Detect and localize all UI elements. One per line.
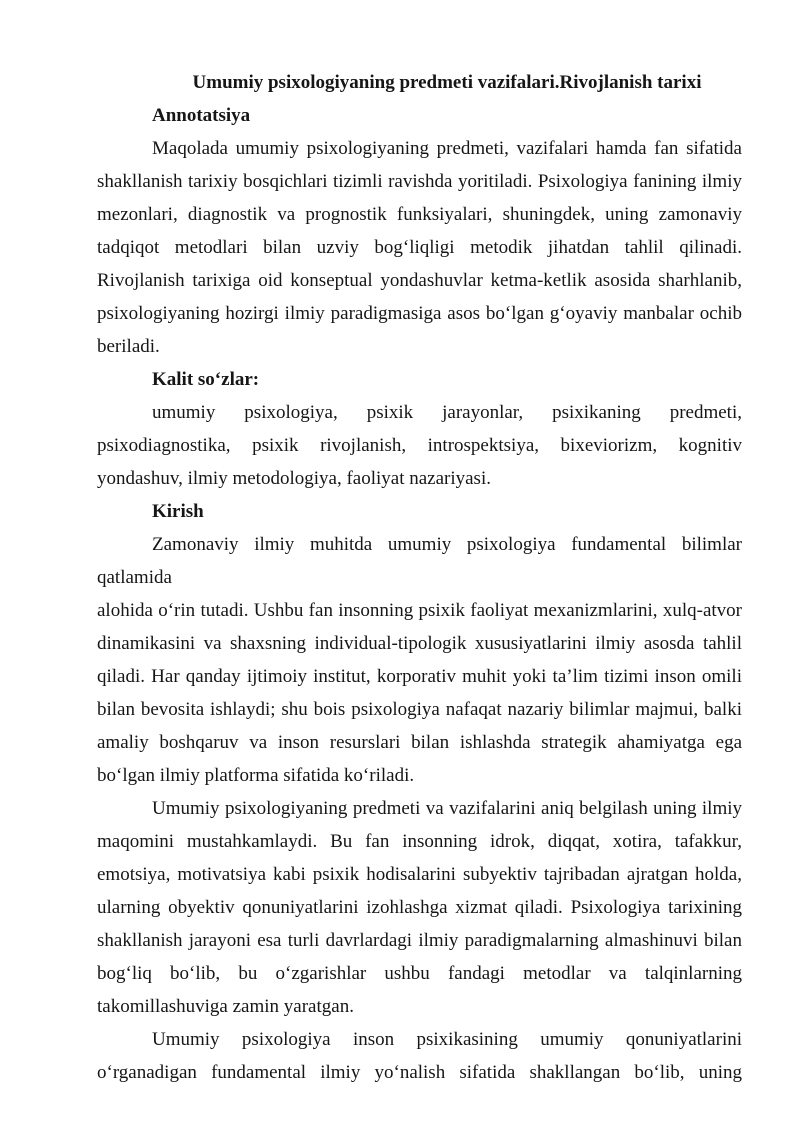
text-line: yondashuv, ilmiy metodologiya, faoliyat nazariyasi. xyxy=(97,468,491,489)
text-line: alohida o‘rin tutadi. Ushbu fan insonning psixik faoliyat mexanizmlarini, xulq-atvor xyxy=(97,600,742,621)
text-line: umumiy psixologiya, psixik jarayonlar, psixikaning predmeti, xyxy=(152,402,742,423)
annotation-paragraph xyxy=(97,132,742,363)
text-line: qiladi. Har qanday ijtimoiy institut, korporativ muhit yoki ta’lim tizimi inson omili xyxy=(97,666,742,687)
text-line: ularning obyektiv qonuniyatlarini izohlashga xizmat qiladi. Psixologiya tarixining xyxy=(97,897,742,918)
keywords-paragraph xyxy=(97,396,742,495)
text-line: Rivojlanish tarixiga oid konseptual yondashuvlar ketma-ketlik asosida sharhlanib, xyxy=(97,270,742,291)
text-line: shakllanish jarayoni esa turli davrlardagi ilmiy paradigmalarning almashinuvi bilan xyxy=(97,930,742,951)
text-line: beriladi. xyxy=(97,336,160,357)
text-line: shakllanish tarixiy bosqichlari tizimli ravishda yoritiladi. Psixologiya fanining ilmiy xyxy=(97,171,742,192)
text-line: maqomini mustahkamlaydi. Bu fan insonning idrok, diqqat, xotira, tafakkur, xyxy=(97,831,742,852)
section-heading-annotatsiya xyxy=(97,99,742,132)
text-line: bo‘lgan ilmiy platforma sifatida ko‘riladi. xyxy=(97,765,415,786)
text-line: o‘rganadigan fundamental ilmiy yo‘nalish sifatida shakllangan bo‘lib, uning xyxy=(97,1062,742,1083)
text-line: takomillashuviga zamin yaratgan. xyxy=(97,996,354,1017)
text-line: Umumiy psixologiyaning predmeti va vazifalarini aniq belgilash uning ilmiy xyxy=(152,798,742,819)
text-line: psixologiyaning hozirgi ilmiy paradigmasiga asos bo‘lgan g‘oyaviy manbalar ochib xyxy=(97,303,742,324)
kirish-paragraph-3 xyxy=(97,1023,742,1089)
heading-line: Annotatsiya xyxy=(152,105,251,126)
kirish-paragraph-1 xyxy=(97,528,742,792)
text-line: Umumiy psixologiya inson psixikasining umumiy qonuniyatlarini xyxy=(152,1029,742,1050)
text-line: Zamonaviy ilmiy muhitda umumiy psixologiya fundamental bilimlar qatlamida xyxy=(97,534,742,588)
text-line: tadqiqot metodlari bilan uzviy bog‘liqligi metodik jihatdan tahlil qilinadi. xyxy=(97,237,742,258)
text-line: Maqolada umumiy psixologiyaning predmeti, vazifalari hamda fan sifatida xyxy=(152,138,742,159)
text-line: dinamikasini va shaxsning individual-tipologik xususiyatlarini ilmiy asosda tahlil xyxy=(97,633,742,654)
text-line: emotsiya, motivatsiya kabi psixik hodisalarini subyektiv tajribadan ajratgan holda, xyxy=(97,864,742,885)
section-heading-kalit-sozlar xyxy=(97,363,742,396)
text-line: bilan bevosita ishlaydi; shu bois psixologiya nafaqat nazariy bilimlar majmui, balki xyxy=(97,699,742,720)
text-line: amaliy boshqaruv va inson resurslari bilan ishlashda strategik ahamiyatga ega xyxy=(97,732,742,753)
text-line: mezonlari, diagnostik va prognostik funksiyalari, shuningdek, uning zamonaviy xyxy=(97,204,742,225)
heading-line: Kirish xyxy=(152,501,204,522)
title-line: Umumiy psixologiyaning predmeti vazifalari.Rivojlanish tarixi xyxy=(192,72,702,93)
heading-line: Kalit so‘zlar: xyxy=(152,369,260,390)
section-heading-kirish xyxy=(97,495,742,528)
document-title xyxy=(97,66,742,99)
text-line: psixodiagnostika, psixik rivojlanish, introspektsiya, bixeviorizm, kognitiv xyxy=(97,435,742,456)
kirish-paragraph-2 xyxy=(97,792,742,1023)
text-line: bog‘liq bo‘lib, bu o‘zgarishlar ushbu fandagi metodlar va talqinlarning xyxy=(97,963,742,984)
